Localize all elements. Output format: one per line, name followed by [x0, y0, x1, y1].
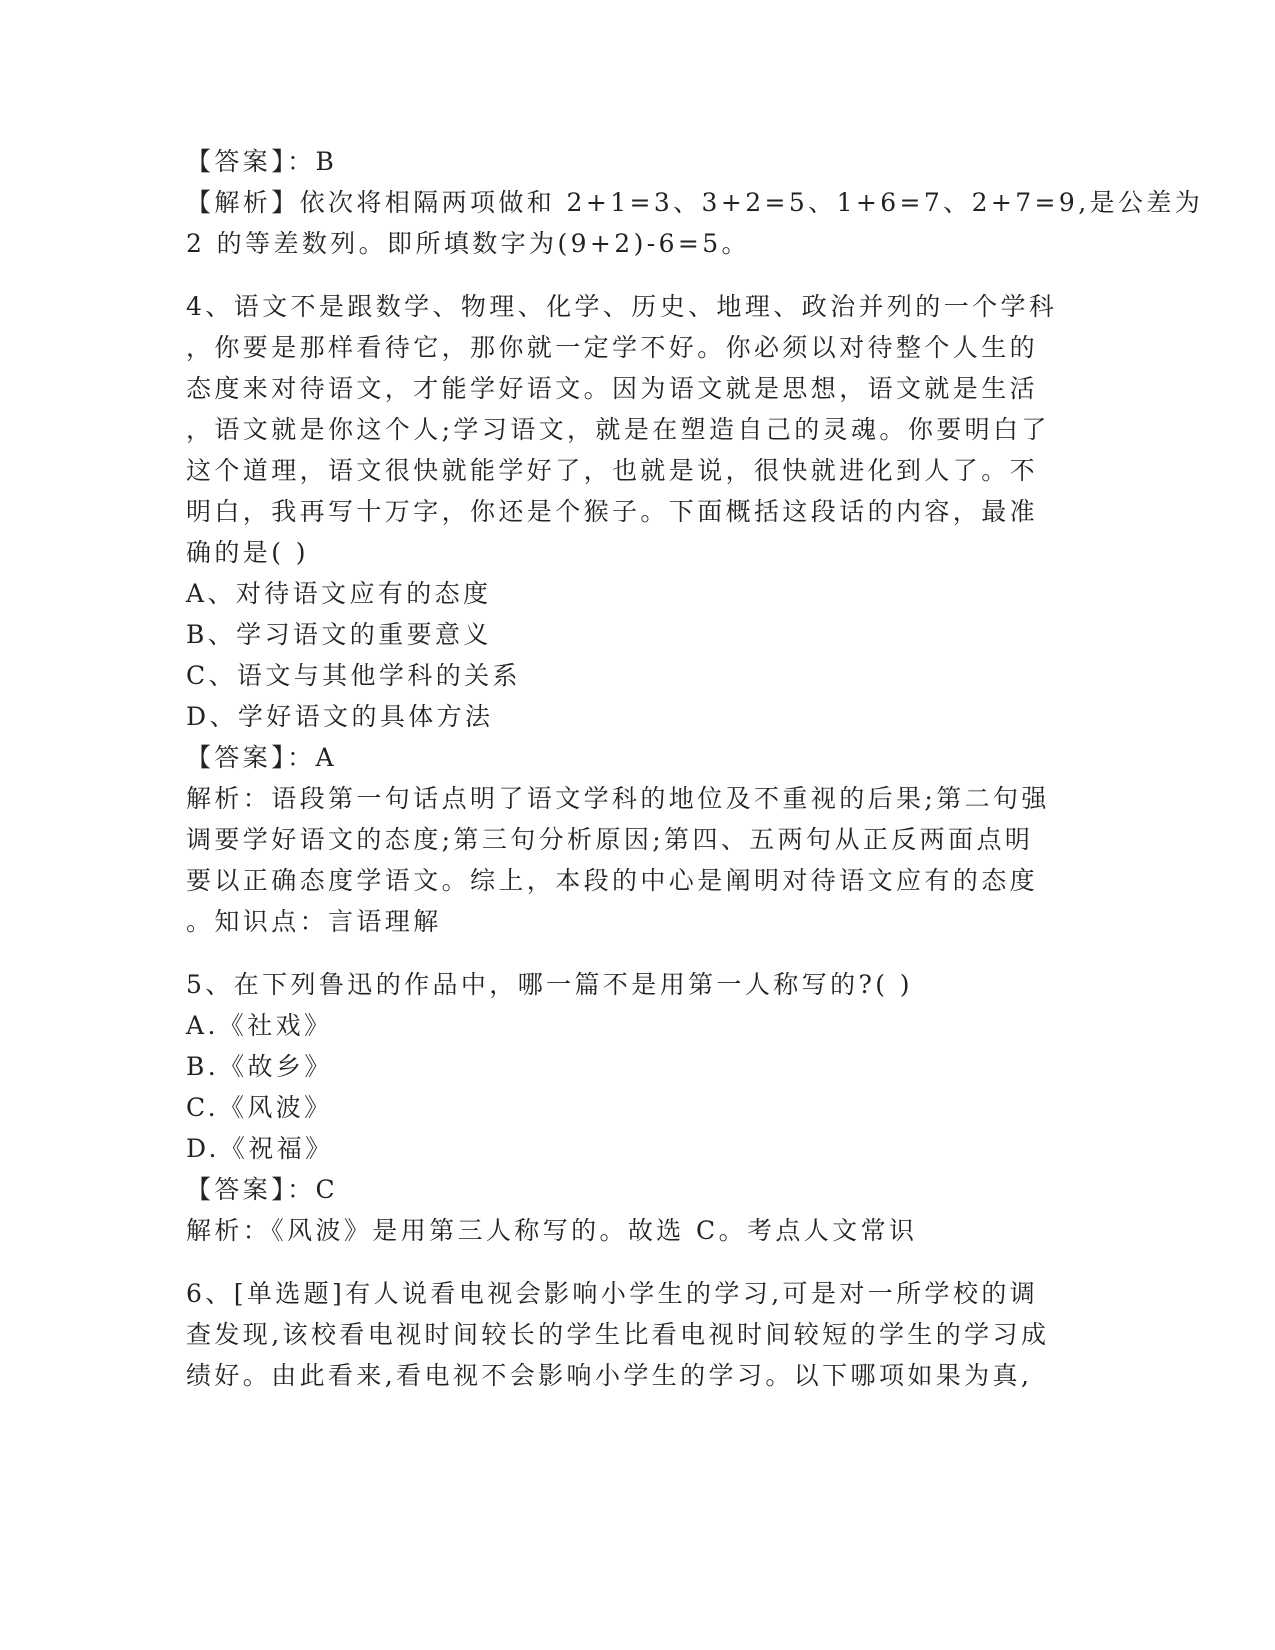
q4-answer: 【答案】：A [186, 743, 337, 772]
q4-stem-line: 态度来对待语文，才能学好语文。因为语文就是思想，语文就是生活 [186, 374, 1039, 403]
q4-stem-line: 这个道理，语文很快就能学好了，也就是说，很快就进化到人了。不 [186, 456, 1039, 485]
q4-option-c: C、语文与其他学科的关系 [186, 661, 521, 690]
q4-analysis-line: 解析：语段第一句话点明了语文学科的地位及不重视的后果;第二句强 [186, 784, 1050, 813]
q4-analysis-line: 调要学好语文的态度;第三句分析原因;第四、五两句从正反两面点明 [186, 825, 1034, 854]
q5-option-d: D.《祝福》 [186, 1134, 334, 1163]
q5-option-b: B.《故乡》 [186, 1052, 333, 1081]
q4-stem-line: ，你要是那样看待它，那你就一定学不好。你必须以对待整个人生的 [186, 333, 1039, 362]
q4-analysis-line: 。知识点：言语理解 [186, 907, 442, 936]
q5-option-c: C.《风波》 [186, 1093, 333, 1122]
q6-stem-line: 查发现,该校看电视时间较长的学生比看电视时间较短的学生的学习成 [186, 1320, 1050, 1349]
q6-stem-line: 6、[单选题]有人说看电视会影响小学生的学习,可是对一所学校的调 [186, 1279, 1039, 1308]
q5-option-a: A.《社戏》 [186, 1011, 333, 1040]
q3-answer: 【答案】：B [186, 147, 338, 176]
q3-analysis-line: 2 的等差数列。即所填数字为(9+2)-6=5。 [186, 229, 750, 258]
q6-stem-line: 绩好。由此看来,看电视不会影响小学生的学习。以下哪项如果为真, [186, 1361, 1033, 1390]
q4-stem-line: 明白，我再写十万字，你还是个猴子。下面概括这段话的内容，最准 [186, 497, 1039, 526]
q4-stem-line: ，语文就是你这个人;学习语文，就是在塑造自己的灵魂。你要明白了 [186, 415, 1050, 444]
q4-stem-line: 确的是( ) [186, 538, 309, 567]
q3-analysis-line: 【解析】依次将相隔两项做和 2+1=3、3+2=5、1+6=7、2+7=9,是公差为 [186, 188, 1204, 217]
q4-analysis-line: 要以正确态度学语文。综上，本段的中心是阐明对待语文应有的态度 [186, 866, 1039, 895]
q4-option-d: D、学好语文的具体方法 [186, 702, 494, 731]
q5-answer: 【答案】：C [186, 1175, 339, 1204]
q4-option-a: A、对待语文应有的态度 [186, 579, 492, 608]
q5-analysis: 解析：《风波》是用第三人称写的。故选 C。考点人文常识 [186, 1216, 918, 1245]
q4-option-b: B、学习语文的重要意义 [186, 620, 492, 649]
q4-stem-line: 4、语文不是跟数学、物理、化学、历史、地理、政治并列的一个学科 [186, 292, 1058, 321]
q5-stem: 5、在下列鲁迅的作品中，哪一篇不是用第一人称写的?( ) [186, 970, 913, 999]
